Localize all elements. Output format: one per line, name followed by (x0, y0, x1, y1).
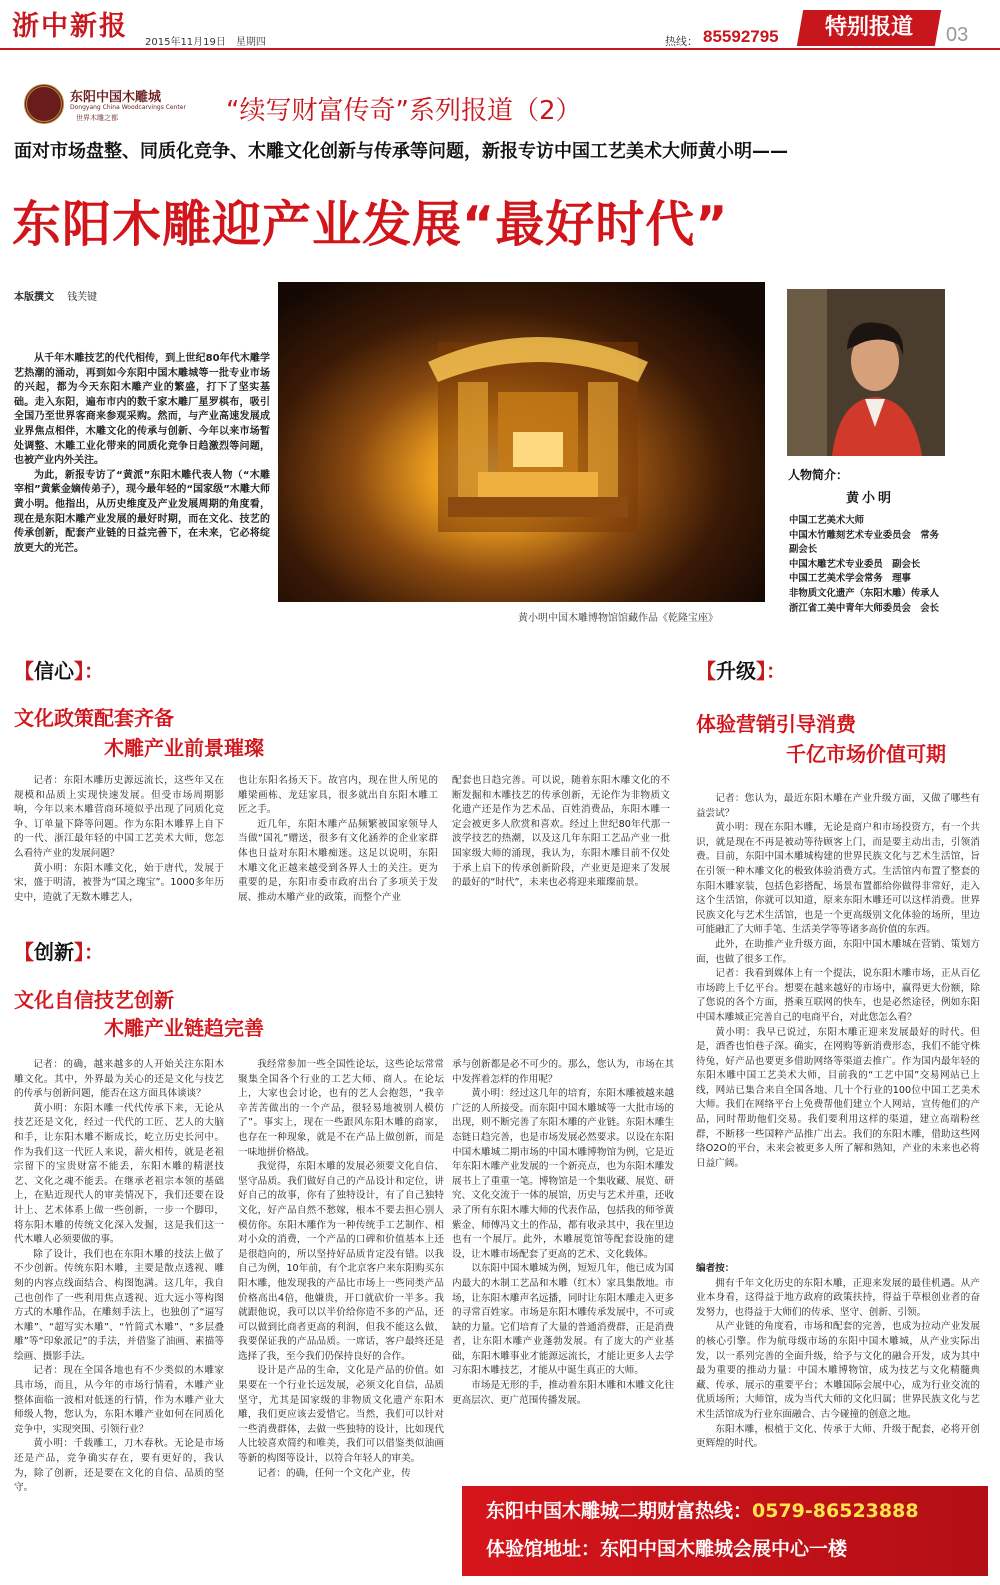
bracket-open: 【 (14, 659, 34, 683)
paragraph: 以东阳中国木雕城为例，短短几年，他已成为国内最大的木制工艺品和木雕（红木）家具集散地。市场，让东阳木雕声名远播，同时让东阳木雕走入更多的寻常百姓家。市场是东阳木雕传承发展中，不可或缺的力量。它们培育了大量的普通消费群，正是消费者，让东阳木雕产业蓬勃发展。有了庞大的产业基础，东阳木雕事业才能源远流长，才能让更多人去学习东阳木雕技艺，才能从中诞生真正的大师。 (452, 1263, 674, 1377)
portrait-photo (787, 289, 945, 456)
paper-name: 浙中新报 (12, 11, 128, 42)
innovation-column-1 (14, 1058, 224, 1580)
innovation-column-2 (238, 1058, 444, 1580)
headline: 东阳木雕迎产业发展“最好时代” (12, 196, 729, 253)
profile-name: 黄小明 (846, 491, 895, 506)
profile-title: 中国工艺美术大师 (789, 515, 865, 526)
paragraph: 黄小明：千载雕工，刀木春秋。无论是市场还是产品，竞争确实存在，要有更好的，我认为，除了创新，还是要在文化的自信、品质的坚守。 (14, 1438, 224, 1494)
paragraph: 记者：东阳木雕历史源远流长，这些年又在规模和品质上实现快速发展。但受市场周期影响，今年以来木雕营商环境似乎出现了同质化竞争、订单量下降等问题。作为东阳木雕界上自下的一代、浙江最年轻的中国工艺美术大师，您怎么看待产业的发展问题？ (14, 775, 224, 859)
upgrade-subhead-1: 体验营销引导消费 (696, 712, 856, 736)
section-label-text: 创新 (34, 940, 74, 964)
confidence-subhead-2: 木雕产业前景璀璨 (104, 736, 264, 760)
paragraph: 记者：的确，越来越多的人开始关注东阳木雕文化。其中，外界最为关心的还是文化与技艺的传承与创新问题，能否在这方面具体谈谈？ (14, 1059, 224, 1100)
section-label-text: 信心 (34, 659, 74, 683)
paragraph: 此外，在助推产业升级方面，东阳中国木雕城在营销、策划方面，也做了很多工作。 (696, 938, 980, 965)
profile-title: 非物质文化遗产（东阳木雕）传承人 (789, 587, 940, 599)
section-tag-label: 特别报道 (824, 15, 913, 40)
paragraph: 市场是无形的手，推动着东阳木雕和木雕文化往更高层次、更广范围传播发展。 (452, 1380, 674, 1406)
profile-heading: 人物简介： (788, 468, 849, 482)
paragraph: 黄小明：经过这几年的培育，东阳木雕被越来越广泛的人所接受。而东阳中国木雕城等一大批市场的出现，则不断完善了东阳木雕的产业链。东阳木雕生态链日趋完善，也是市场发展必然要求。以设在东阳中国木雕城二期市场的中国木雕博物馆为例，它是近年东阳木雕产业发展的一个新亮点，也为东阳木雕发展书上了重重一笔。博物馆是一个集收藏、展览、研究、文化交流于一体的展馆，历史与艺术并重，还收录了所有东阳木雕大师的代表作品，包括我的师爷黄紫金、师傅冯文土的作品，都有收录其中，我在里边也有一个展厅。此外，木雕展览馆等配套设施的建设，让木雕市场配套了更高的艺术、文化载体。 (452, 1088, 674, 1260)
profile-title: 副会长 (789, 544, 818, 556)
masthead (0, 0, 1000, 50)
paragraph: 我觉得，东阳木雕的发展必须要文化自信、坚守品质。我们做好自己的产品设计和定位，讲好自己的故事，你有了独特设计，有了自己独特文化，好产品自然不愁嫁，根本不要去担心别人模仿你。东阳木雕作为一种传统手工艺制作、相对小众的消费，一个产品的口碑和价值基本上还是很趋向的，所以坚持好品质肯定没有错。以我自己为例，10年前，有个北京客户来东阳购买东阳木雕，他发现我的产品比市场上一些同类产品价格高出4倍，他嫌贵，开口就砍价一半多。我就跟他说，我可以以半价给你造不多的产品，还可以做到比商者更高的利润，但我不能这么做，我要保证我的产品品质。一席话，客户最终还是选择了我，至今我们仍保持良好的合作。 (238, 1161, 444, 1362)
logo-english: Dongyang China Woodcarvings Center (70, 104, 186, 111)
throne-photo (278, 282, 765, 602)
paragraph: 黄小明：我早已说过，东阳木雕正迎来发展最好的时代。但是，酒香也怕巷子深。确实，在网购等新消费形态，我们不能守株待兔，好产品也要更多借助网络等渠道去推广。作为国内最年轻的东阳木雕中国工艺美术大师，目前我的“工艺中国”交易网站已上线，网站已集合来自全国各地、几十个行业的100位中国工艺美术大师。我们在网络平台上免费帮他们建立个人网站，宣传他们的产品，同时帮助他们交易。我们要利用这样的渠道，建立高端粉丝群，不断移一些国粹产品推广出去。我们的东阳木雕，借助这些网络O2O的平台，未来会被更多人所了解和熟知，产业的未来也必将日益广阔。 (696, 1026, 980, 1169)
paragraph: 也让东阳名扬天下。故宫内，现在世人所见的雕梁画栋、龙廷家具，很多就出自东阳木雕工匠之手。 (238, 775, 438, 816)
upgrade-column (696, 792, 980, 1232)
bracket-open: 【 (696, 659, 716, 683)
issue-date: 2015年11月19日 星期四 (145, 37, 266, 48)
paragraph: 记者：现在全国各地也有不少类似的木雕家具市场，而且，从今年的市场行情看，木雕产业整体面临一波相对低迷的行情，作为木雕产业大师级人物，您认为，东阳木雕产业如何在同质化竞争中，实现突围、引领行业？ (14, 1365, 224, 1435)
series-title: “续写财富传奇”系列报道（2） (226, 96, 582, 126)
section-label-text: 升级 (716, 659, 756, 683)
lead-text (14, 352, 270, 556)
paragraph: 承与创新都是必不可少的。那么，您认为，市场在其中发挥着怎样的作用呢？ (452, 1059, 674, 1085)
confidence-column-3 (452, 774, 670, 922)
profile-title: 中国木雕艺术专业委员 副会长 (789, 558, 921, 570)
profile-title: 中国木竹雕刻艺术专业委员会 常务 (789, 529, 940, 541)
bracket-open: 【 (14, 940, 34, 964)
paragraph: 黄小明：东阳木雕文化，始于唐代，发展于宋，盛于明清，被誉为“国之瑰宝”。1000多年历史中，造就了无数木雕艺人， (14, 862, 224, 903)
kicker: 面对市场盘整、同质化竞争、木雕文化创新与传承等问题，新报专访中国工艺美术大师黄小明—— (14, 141, 788, 162)
bracket-close: 】： (74, 659, 104, 683)
confidence-column-1 (14, 774, 224, 922)
paragraph: 设计是产品的生命，文化是产品的价值。如果要在一个行业长远发展，必须文化自信，品质坚守，尤其是国家级的非物质文化遗产东阳木雕，我们更应该去爱惜它。当然，我们可以针对一些消费群体，去做一些独特的设计，比如现代人比较喜欢简约和唯美，我们可以借鉴类似油画等新的构图等设计，以符合年轻人的审美。 (238, 1365, 444, 1465)
editor-note (696, 1262, 980, 1482)
paragraph: 拥有千年文化历史的东阳木雕，正迎来发展的最佳机遇。从产业本身看，这得益于地方政府的政策扶持，得益于草根创业者的奋发努力，也得益于大师们的传承、坚守、创新、引领。 (696, 1277, 980, 1318)
paragraph: 近几年，东阳木雕产品频繁被国家领导人当做“国礼”赠送，很多有文化涵养的企业家群体也日益对东阳木雕痴迷。这足以说明，东阳木雕文化正越来越受到各界人士的关注。更为重要的是，东阳市委市政府出台了多项关于发展、推动木雕产业的政策，而整个产业 (238, 818, 438, 903)
logo-seal-icon (24, 84, 64, 124)
paragraph: 记者：的确，任何一个文化产业，传 (257, 1467, 411, 1479)
profile-titles (789, 514, 994, 616)
paragraph: 除了设计，我们也在东阳木雕的技法上做了不少创新。传统东阳木雕，主要是散点透视、雕刻的内容点线面结合、构图饱满。这几年，我自己也创作了一些利用焦点透视、近大远小等构图方式的木雕作品，在雕刻手法上，也独创了“逼写木雕”、“超写实木雕”、“竹简式木雕”、“多层叠雕”等“印象派记”的手法，并借鉴了油画、素描等绘画、摄影手法。 (14, 1248, 224, 1362)
paragraph: 记者：您认为，最近东阳木雕在产业升级方面，又做了哪些有益尝试？ (696, 793, 980, 819)
hotline-label: 热线： (665, 35, 698, 48)
hotline-number: 85592795 (703, 27, 779, 46)
ad-hotline (486, 1496, 919, 1523)
bracket-close: 】： (74, 940, 104, 964)
confidence-subhead-1: 文化政策配套齐备 (14, 706, 174, 730)
ad-phone-number: 0579-86523888 (752, 1500, 919, 1522)
lead-paragraph: 从千年木雕技艺的代代相传，到上世纪80年代木雕学艺热潮的涌动，再到如今东阳中国木雕城等一批专业市场的兴起，都为今天东阳木雕产业的繁盛，打下了坚实基础。走入东阳，遍布市内的数千家木雕厂星罗棋布，吸引全国乃至世界客商来参观采购。然而，与产业高速发展成业界焦点相伴，木雕文化的传承与创新、今年以来市场暂处调整、木雕工业化带来的同质化竞争日趋激烈等问题，也被产业内外关注。 (14, 353, 270, 467)
byline-author: 钱芙键 (67, 292, 98, 303)
paragraph: 配套也日趋完善。可以说，随着东阳木雕文化的不断发掘和木雕技艺的传承创新，无论作为非物质文化遗产还是作为艺术品、百姓消费品，东阳木雕一定会被更多人欣赏和喜欢。经过上世纪80年代那一波学技艺的热潮，以及这几年东阳工艺品产业一批国家级大师的涌现，我认为，东阳木雕目前不仅处于承上启下的传承创新阶段，产业更是迎来了发展的最好的“时代”，未来也必将迎来璀璨前景。 (452, 775, 670, 889)
paragraph: 我经常参加一些全国性论坛，这些论坛常常聚集全国各个行业的工艺大师、商人。在论坛上，大家也会讨论，也有的艺人会抱怨，“我辛辛苦苦做出的一个产品，很轻易地被别人模仿了”。事实上，现在一些跟风东阳木雕的商家，也存在一种现象，就是不在产品上做创新，而是一味地拼价格战。 (238, 1059, 444, 1158)
lead-paragraph: 为此，新报专访了“黄派”东阳木雕代表人物（“木雕宰相”黄紫金嫡传弟子），现今最年轻的“国家级”木雕大师黄小明。他指出，从历史维度及产业发展周期的角度看，现在是东阳木雕产业发展的最好时期，而在文化、技艺的传承创新，配套产业链的日益完善下，在未来，它必将绽放更大的光芒。 (14, 469, 270, 554)
paragraph: 东阳木雕，根植于文化、传承于大师、升级于配套，必将开创更辉煌的时代。 (696, 1423, 980, 1450)
section-tag (797, 10, 941, 46)
ad-banner[interactable] (462, 1486, 988, 1576)
byline-label: 本版撰文 (14, 292, 54, 303)
logo-name: 东阳中国木雕城 (70, 90, 162, 105)
editor-note-label: 编者按： (696, 1263, 735, 1274)
section-label-innovation (14, 936, 104, 965)
portrait-illustration (787, 289, 945, 456)
section-label-upgrade (696, 655, 786, 684)
profile-title: 中国工艺美术学会常务 理事 (789, 573, 911, 585)
paragraph: 从产业链的角度看，市场和配套的完善，也成为拉动产业发展的核心引擎。作为航母级市场的东阳中国木雕城，从产业实际出发，以一系列完善的全面升级，给予与文化的融合开发，成为其中最为重要的推动力量：中国木雕博物馆，成为技艺与文化精髓典藏、传承、展示的重要平台；木雕国际会展中心，成为行业交流的优质场所；大师馆，成为当代大师的文化归属；世界民族文化与艺术生活馆成为行业东面融合、古今碰撞的创意之地。 (696, 1321, 980, 1420)
upgrade-subhead-2: 千亿市场价值可期 (786, 742, 946, 766)
bracket-close: 】： (756, 659, 786, 683)
paragraph: 记者：我看到媒体上有一个提法，说东阳木雕市场，正从百亿市场跨上千亿平台。想要在越来越好的市场中，赢得更大份额，除了您说的各个方面，搭乘互联网的快车，也是必然途径，例如东阳中国木雕城正完善自己的电商平台，对此您怎么看？ (696, 968, 980, 1023)
paragraph: 黄小明：东阳木雕一代代传承下来，无论从技艺还是文化，经过一代代的工匠、艺人的大脑和手，让东阳木雕不断成长，屹立历史长河中。作为我们这一代匠人来说，薪火相传，就是老祖宗留下的宝贵财富不能丢，东阳木雕的精湛技艺、文化之魂不能丢。在继承老祖宗本领的基础上，在贴近现代人的审美情况下，我们还要在设计上、艺术体系上做一些创新，一步一个脚印，将东阳木雕的传统文化深入发掘，这是我们这一代木雕人必须要做的事。 (14, 1102, 224, 1246)
page-number: 03 (946, 24, 969, 46)
photo-caption: 黄小明中国木雕博物馆馆藏作品《乾隆宝座》 (518, 613, 718, 624)
section-label-confidence (14, 655, 104, 684)
innovation-subhead-1: 文化自信技艺创新 (14, 988, 174, 1012)
logo-slogan: 世界木雕之都 (76, 114, 118, 122)
innovation-subhead-2: 木雕产业链趋完善 (104, 1016, 264, 1040)
throne-illustration (418, 322, 658, 542)
logo (18, 82, 208, 128)
ad-address: 体验馆地址：东阳中国木雕城会展中心一楼 (486, 1538, 848, 1560)
ad-hotline-label: 东阳中国木雕城二期财富热线： (486, 1500, 753, 1522)
confidence-column-2 (238, 774, 438, 922)
paragraph: 黄小明：现在东阳木雕，无论是商户和市场投资方，有一个共识，就是现在不再是被动等待顾客上门，而是要主动出击，引领消费。目前，东阳中国木雕城构建的世界民族文化与艺术生活馆，旨在引领一种木雕文化的极致体验消费方式。生活馆内布置了整套的东阳木雕家装，包括色彩搭配、场景布置都给你做得非常好，走入这个生活馆，你就可以知道，原来东阳木雕还可以这样消费。世界民族文化与艺术生活馆，也是一个更高级别文化体验的场所，里边可能融汇了大师手笔、生活美学等等诸多高价值的东西。 (696, 822, 980, 936)
profile-title: 浙江省工美中青年大师委员会 会长 (789, 602, 940, 614)
byline (14, 288, 97, 303)
innovation-column-3 (452, 1058, 674, 1478)
